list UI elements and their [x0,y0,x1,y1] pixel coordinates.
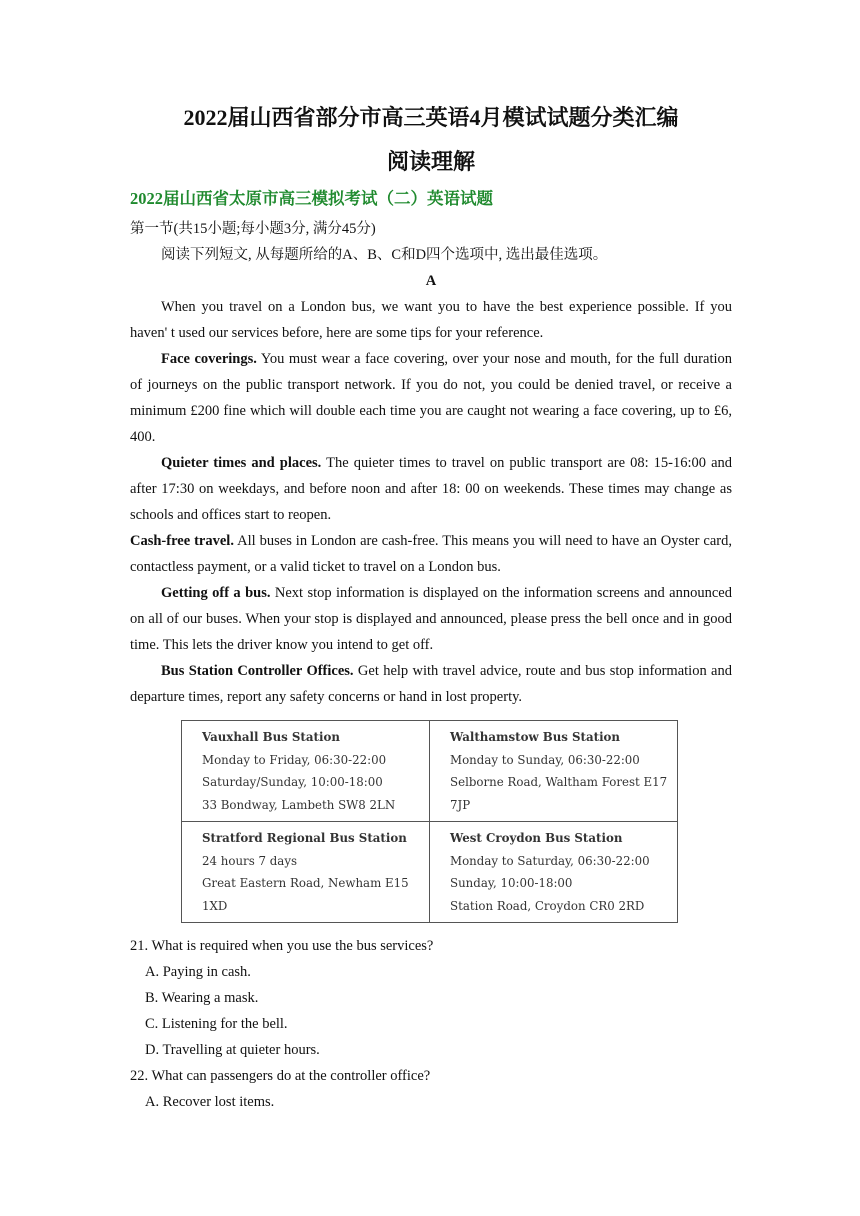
tip-paragraph [130,658,732,710]
station-cell [430,822,678,923]
tip-text: You must wear a face covering, over your nose and mouth, for the full duration of journeys on the public transport network. If you do not, you could be denied travel, or receive a minimum £200 fine which will double each time you are caught not wearing a face covering, up to £6, 400. [130,351,732,445]
station-line: Sunday, 10:00-18:00 [450,876,573,890]
tip-heading: Cash-free travel. [130,533,234,549]
station-cell [430,721,678,822]
station-name: Walthamstow Bus Station [450,730,621,744]
station-name: West Croydon Bus Station [450,831,623,845]
station-cell [182,721,430,822]
station-name: Stratford Regional Bus Station [202,831,407,845]
station-name: Vauxhall Bus Station [202,730,340,744]
station-line: 24 hours 7 days [202,853,298,868]
tip-heading: Face coverings. [161,351,257,367]
tip-text: The quieter times to travel on public transport are 08: 15-16:00 and after 17:30 on weekdays, and before noon and after 18: 00 on weekends. These times may change as schools and offices start to reopen. [130,455,733,523]
question: 21. What is required when you use the bus services? [130,938,434,954]
tip-text: Get help with travel advice, route and bus stop information and departure times, report any safety concerns or hand in lost property. [130,663,732,705]
question: 22. What can passengers do at the controller office? [130,1068,431,1084]
answer-option: D. Travelling at quieter hours. [145,1042,320,1058]
tip-text: All buses in London are cash-free. This means you will need to have an Oyster card, contactless payment, or a valid ticket to travel on a London bus. [130,533,732,575]
station-line: Great Eastern Road, Newham E15 1XD [202,876,409,913]
answer-option: C. Listening for the bell. [145,1016,288,1032]
tip-paragraph [130,346,732,450]
part-info: 第一节(共15小题;每小题3分, 满分45分) [130,221,376,237]
tip-heading: Quieter times and places. [161,455,322,471]
station-line: Station Road, Croydon CR0 2RD [450,898,645,913]
table-row [182,721,678,822]
answer-option: A. Recover lost items. [145,1094,275,1110]
tip-text: Next stop information is displayed on the information screens and announced on all of our buses. When your stop is displayed and announced, please press the bell once and in good time. This lets the driver know you intend to get off. [130,585,732,653]
station-line: 33 Bondway, Lambeth SW8 2LN [202,797,396,812]
document-page [130,100,732,1115]
answer-option: A. Paying in cash. [145,964,251,980]
station-line: Selborne Road, Waltham Forest E17 7JP [450,775,668,812]
stations-table [181,720,678,923]
passage-intro: When you travel on a London bus, we want you to have the best experience possible. If you haven' t used our services before, here are some tips for your reference. [130,299,732,341]
station-line: Monday to Saturday, 06:30-22:00 [450,853,650,868]
tip-paragraph [130,450,732,528]
tip-paragraph [130,528,732,580]
station-line: Monday to Sunday, 06:30-22:00 [450,752,640,767]
section-heading: 2022届山西省太原市高三模拟考试（二）英语试题 [130,189,493,208]
table-row [182,822,678,923]
station-line: Saturday/Sunday, 10:00-18:00 [202,775,383,789]
station-line: Monday to Friday, 06:30-22:00 [202,752,387,767]
passage-label: A [425,273,437,289]
tip-heading: Bus Station Controller Offices. [161,663,354,679]
tip-heading: Getting off a bus. [161,585,271,601]
instructions: 阅读下列短文, 从每题所给的A、B、C和D四个选项中, 选出最佳选项。 [161,247,608,263]
stations-table-wrapper [181,720,678,923]
document-title: 2022届山西省部分市高三英语4月模试试题分类汇编 [183,105,679,130]
answer-option: B. Wearing a mask. [145,990,259,1006]
document-subtitle: 阅读理解 [386,149,475,174]
tip-paragraph [130,580,732,658]
station-cell [182,822,430,923]
